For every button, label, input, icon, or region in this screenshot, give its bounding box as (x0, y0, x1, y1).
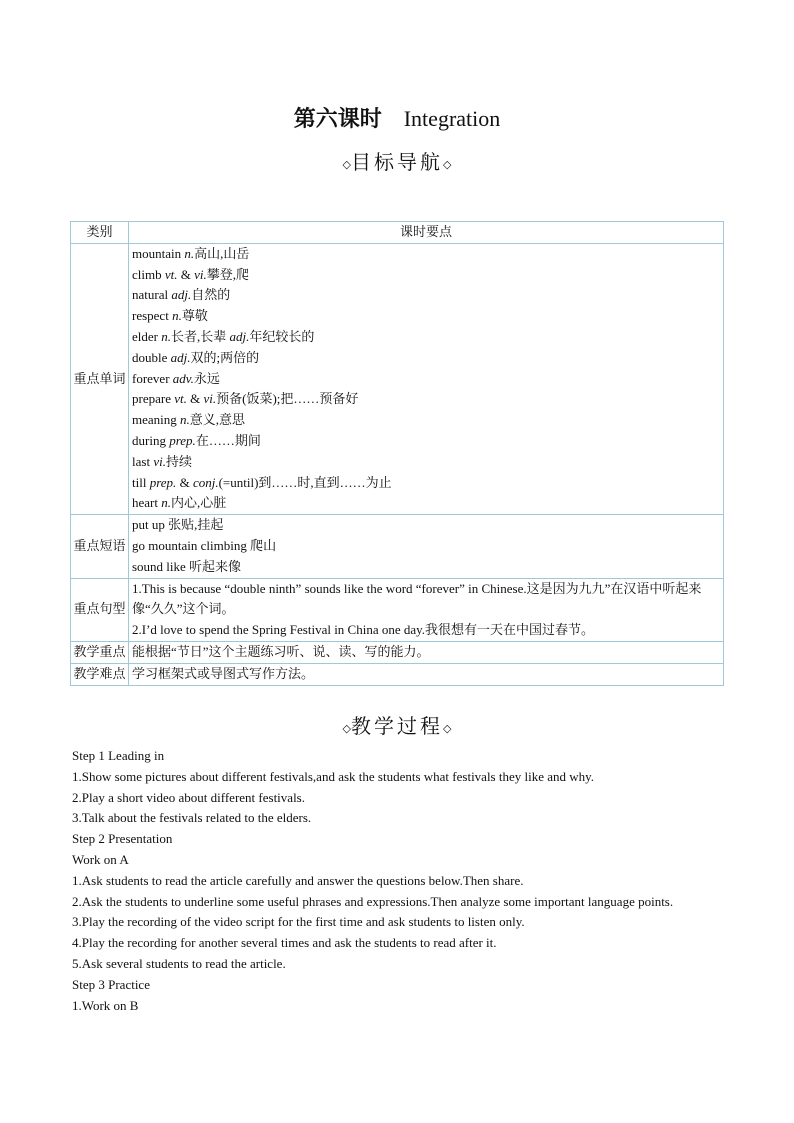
text-segment: elder (132, 328, 162, 344)
step-line: 1.Show some pictures about different festivals,and ask the students what festivals they like and why. (72, 768, 595, 784)
text-segment: heart (132, 495, 162, 511)
text-segment: 双的;两倍的 (190, 349, 260, 365)
text-segment: (=until)到……时,直到……为止 (218, 474, 392, 490)
text-segment: last (132, 453, 154, 469)
process-heading-text: 教学过程 (351, 716, 443, 738)
text-segment: vt. (164, 266, 178, 282)
row-content (129, 515, 724, 578)
text-segment: forever (132, 370, 173, 386)
table-row (71, 243, 724, 514)
content-line (132, 620, 720, 641)
text-segment: 永远 (193, 370, 220, 386)
content-line (132, 389, 720, 410)
step-line: 5.Ask several students to read the article. (72, 955, 286, 971)
text-segment: prep. (169, 432, 196, 448)
diamond-icon: ◇ (443, 158, 452, 171)
step-line: 4.Play the recording for another several times and ask the students to read after it. (72, 935, 497, 951)
text-segment: 长者,长辈 (170, 328, 230, 344)
text-segment: 能根据“节日”这个主题练习听、说、读、写的能力。 (132, 643, 430, 659)
step-line: 1.Ask students to read the article carefully and answer the questions below.Then share. (72, 872, 524, 888)
text-segment: 1.This is because “double ninth” sounds like the word “forever” in Chinese.这是因为九九”在汉语中听起来像“久久”这个词。 (132, 580, 702, 617)
content-line (132, 664, 720, 685)
lesson-points-table (70, 221, 724, 686)
table-row (71, 578, 724, 641)
step-line: Step 1 Leading in (72, 748, 165, 763)
content-line (132, 369, 720, 390)
row-content (129, 243, 724, 514)
content-line (132, 265, 720, 286)
text-segment: vi. (153, 453, 166, 469)
table-row (71, 641, 724, 663)
row-content (129, 663, 724, 685)
header-points: 课时要点 (129, 222, 724, 244)
text-segment: & (177, 266, 195, 282)
text-segment: n. (161, 495, 171, 511)
content-line (132, 579, 720, 621)
diamond-icon: ◇ (443, 722, 452, 735)
text-segment: meaning (132, 412, 181, 428)
step-line: Step 2 Presentation (72, 831, 173, 847)
text-segment: 尊敬 (181, 308, 208, 324)
text-segment: adv. (172, 370, 194, 386)
content-line (132, 493, 720, 514)
text-segment: 攀登,爬 (206, 266, 250, 282)
goals-heading (0, 146, 794, 175)
text-segment: prepare (132, 391, 175, 407)
step-line: Work on A (72, 851, 129, 867)
step-line: Step 3 Practice (72, 976, 150, 992)
text-segment: sound like 听起来像 (132, 558, 242, 574)
diamond-icon: ◇ (342, 158, 351, 171)
text-segment: 自然的 (191, 287, 231, 303)
row-category: 重点单词 (71, 243, 129, 514)
lesson-title-en: Integration (403, 106, 501, 131)
step-line: 2.Ask the students to underline some useful phrases and expressions.Then analyze some important language points. (72, 893, 674, 909)
table-header-row (71, 222, 724, 244)
row-category: 教学难点 (71, 663, 129, 685)
content-line (132, 285, 720, 306)
text-segment: during (132, 432, 170, 448)
text-segment: put up 张贴,挂起 (132, 517, 224, 533)
content-line (132, 473, 720, 494)
text-segment: 高山,山岳 (194, 245, 250, 261)
text-segment: vi. (203, 391, 217, 407)
text-segment: & (176, 474, 193, 490)
text-segment: conj. (192, 474, 219, 490)
text-segment: 年纪较长的 (249, 328, 315, 344)
goals-heading-text: 目标导航 (351, 152, 443, 174)
row-category: 重点句型 (71, 578, 129, 641)
content-line (132, 536, 720, 557)
text-segment: 意义,意思 (189, 412, 246, 428)
content-line (132, 348, 720, 369)
content-line (132, 306, 720, 327)
lesson-title (0, 102, 794, 133)
text-segment: respect (132, 308, 173, 324)
step-line: 3.Play the recording of the video script for the first time and ask students to listen only. (72, 914, 525, 930)
text-segment: adj. (170, 349, 191, 365)
text-segment: 持续 (165, 453, 192, 469)
text-segment: till (132, 474, 150, 490)
text-segment: prep. (149, 474, 177, 490)
text-segment: natural (132, 287, 172, 303)
text-segment: adj. (171, 287, 192, 303)
text-segment: 在……期间 (195, 432, 261, 448)
content-line (132, 642, 720, 663)
table-row (71, 515, 724, 578)
row-content (129, 578, 724, 641)
text-segment: n. (184, 245, 195, 261)
content-line (132, 515, 720, 536)
step-line: 1.Work on B (72, 997, 139, 1013)
text-segment: n. (180, 412, 190, 428)
text-segment: & (186, 391, 204, 407)
row-category: 教学重点 (71, 641, 129, 663)
text-segment: mountain (132, 245, 185, 261)
text-segment: double (132, 349, 171, 365)
text-segment: 学习框架式或导图式写作方法。 (132, 665, 315, 681)
text-segment: n. (172, 308, 182, 324)
lesson-title-cn: 第六课时 (293, 106, 382, 131)
content-line (132, 410, 720, 431)
text-segment: 内心,心脏 (170, 495, 227, 511)
text-segment: vi. (194, 266, 207, 282)
step-line: 3.Talk about the festivals related to the elders. (72, 810, 312, 826)
row-content (129, 641, 724, 663)
text-segment: adj. (229, 328, 250, 344)
row-category: 重点短语 (71, 515, 129, 578)
step-line: 2.Play a short video about different festivals. (72, 789, 305, 805)
text-segment: 2.I’d love to spend the Spring Festival in China one day.我很想有一天在中国过春节。 (132, 622, 595, 638)
content-line (132, 327, 720, 348)
text-segment: 预备(饭菜);把……预备好 (216, 391, 359, 407)
text-segment: vt. (174, 391, 187, 407)
text-segment: n. (161, 328, 171, 344)
content-line (132, 557, 720, 578)
text-segment: go mountain climbing 爬山 (132, 537, 277, 553)
text-segment: climb (132, 266, 165, 282)
header-category: 类别 (71, 222, 129, 244)
content-line (132, 244, 720, 265)
diamond-icon: ◇ (342, 722, 351, 735)
teaching-steps (72, 746, 732, 1016)
content-line (132, 452, 720, 473)
table-row (71, 663, 724, 685)
content-line (132, 431, 720, 452)
process-heading (0, 710, 794, 739)
